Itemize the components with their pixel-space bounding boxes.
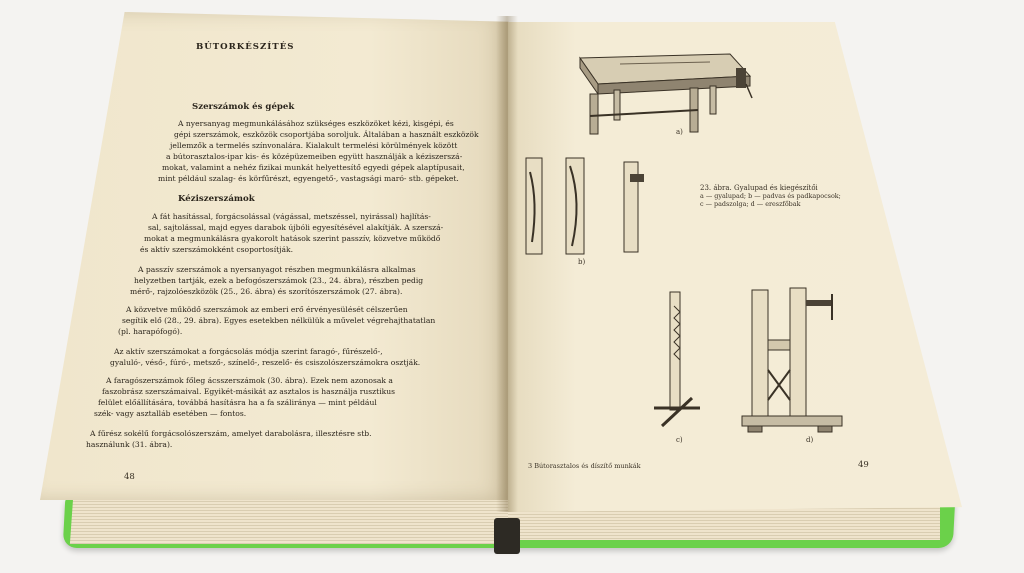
bench-clamps-illustration <box>520 152 660 262</box>
running-head: BÚTORKÉSZÍTÉS <box>196 42 295 52</box>
text-line: szék- vagy asztalláb esetében — fontos. <box>94 409 247 418</box>
text-line: mint például szalag- és körfűrészt, egyengető-, vastagsági maró- stb. gépeket. <box>158 174 459 183</box>
text-line: jellemzők a termelés színvonalára. Kialakult termelési körülmények között <box>170 141 458 150</box>
text-line: a bútorasztalos-ipar kis- és középüzemeiben együtt használják a kéziszerszá- <box>166 152 463 161</box>
caption-line: c — padszolga; d — ereszfőbak <box>700 200 801 208</box>
text-line: A közvetve működő szerszámok az emberi erő érvényesülését célszerűen <box>126 305 408 314</box>
left-page <box>40 12 510 500</box>
figure-caption <box>700 184 841 208</box>
right-page-number: 49 <box>858 460 869 470</box>
left-page-number: 48 <box>124 472 135 482</box>
text-line: A fát hasítással, forgácsolással (vágással, metszéssel, nyirással) hajlítás- <box>152 212 431 221</box>
figure-label-a: a) <box>676 128 683 136</box>
text-line: segítik elő (28., 29. ábra). Egyes esetekben nélkülük a művelet végrehajthatatlan <box>122 316 436 325</box>
text-line: Az aktív szerszámokat a forgácsolás módja szerint faragó-, fűrészelő-, <box>114 347 383 356</box>
vise-stand-illustration <box>738 280 858 440</box>
text-line: gyaluló-, véső-, fúró-, metsző-, színelő-, reszelő- és csiszolószerszámokra osztják. <box>110 358 421 367</box>
text-line: használunk (31. ábra). <box>86 440 173 449</box>
figure-label-d: d) <box>806 436 814 444</box>
page-gutter <box>496 16 518 512</box>
workbench-illustration <box>560 40 780 140</box>
text-line: helyzetben tartják, ezek a befogószerszámok (23., 24. ábra), részben pedig <box>134 276 424 285</box>
text-line: faszobrász szerszámaival. Egyikét-másikát az asztalos is használja rusztikus <box>102 387 396 396</box>
text-line: mokat a megmunkálásra gyakorolt hatások szerint passzív, közvetve működő <box>144 234 441 243</box>
text-line: mérő-, rajzolóeszközök (25., 26. ábra) és szorítószerszámok (27. ábra). <box>130 287 403 296</box>
text-line: mokat, valamint a nehéz fizikai munkát helyettesítő egyedi gépek alaptípusait, <box>162 163 465 172</box>
section-heading-hand-tools: Kéziszerszámok <box>178 194 255 204</box>
book-spine <box>494 518 520 554</box>
text-line: (pl. harapófogó). <box>118 327 183 336</box>
text-line: A nyersanyag megmunkálásához szükséges eszközöket kézi, kisgépi, és <box>178 119 454 128</box>
figure-label-c: c) <box>676 436 683 444</box>
caption-line: a — gyalupad; b — padvas és padkapocsok; <box>700 192 841 200</box>
section-heading-tools: Szerszámok és gépek <box>192 102 295 112</box>
text-line: és aktív szerszámokként csoportosítják. <box>140 245 294 254</box>
caption-title: 23. ábra. Gyalupad és kiegészítői <box>700 184 818 192</box>
bench-support-illustration <box>644 286 714 436</box>
text-line: A fűrész sokélű forgácsolószerszám, amelyet darabolásra, illesztésre stb. <box>90 429 372 438</box>
text-line: gépi szerszámok, eszközök csoportjába soroljuk. Általában a használt eszközök <box>174 130 479 139</box>
text-line: A passzív szerszámok a nyersanyagot részben megmunkálásra alkalmas <box>138 265 416 274</box>
text-line: felület előállítására, továbbá hasításra ha a fa száliránya — mint például <box>98 398 377 407</box>
footer-note: 3 Bútorasztalos és díszítő munkák <box>528 462 641 470</box>
text-line: sal, sajtolással, majd egyes darabok újbóli egyesítésével alakítják. A szerszá- <box>148 223 444 232</box>
text-line: A faragószerszámok főleg ácsszerszámok (30. ábra). Ezek nem azonosak a <box>106 376 393 385</box>
figure-label-b: b) <box>578 258 586 266</box>
